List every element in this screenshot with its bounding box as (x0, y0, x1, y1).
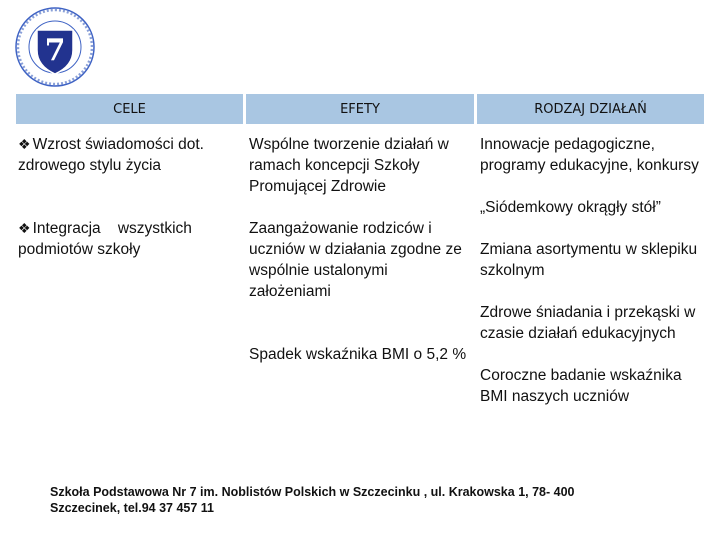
footer-line-2: Szczecinek, tel.94 37 457 11 (50, 501, 215, 515)
bullet-icon: ❖ (18, 220, 31, 236)
column-cele (18, 134, 244, 260)
goal-2: ❖ Integracja wszystkich podmiotów szkoły (18, 220, 192, 258)
footer-address (50, 484, 690, 516)
effect-3: Spadek wskaźnika BMI o 5,2 % (249, 346, 467, 363)
column-efekty (249, 134, 471, 365)
effect-1: Wspólne tworzenie działań w ramach koncepcji Szkoły Promującej Zdrowie (249, 136, 449, 195)
action-3: Zmiana asortymentu w sklepiku szkolnym (480, 241, 698, 279)
school-logo (14, 6, 96, 88)
footer-line-1: Szkoła Podstawowa Nr 7 im. Noblistów Polskich w Szczecinku , ul. Krakowska 1, 78- 400 (50, 485, 575, 499)
bullet-icon: ❖ (18, 136, 31, 152)
action-1: Innowacje pedagogiczne, programy edukacyjne, konkursy (480, 136, 699, 174)
header-efekty: EFETY (246, 94, 474, 124)
action-2: „Siódemkowy okrągły stół” (480, 199, 661, 216)
table-header (16, 94, 704, 124)
header-rodzaj: RODZAJ DZIAŁAŃ (477, 94, 704, 124)
action-4: Zdrowe śniadania i przekąski w czasie działań edukacyjnych (480, 304, 696, 342)
header-cele: CELE (16, 94, 243, 124)
action-5: Coroczne badanie wskaźnika BMI naszych uczniów (480, 367, 682, 405)
crest-numeral: 7 (44, 33, 66, 68)
goal-1: ❖ Wzrost świadomości dot. zdrowego stylu życia (18, 136, 204, 174)
effect-2: Zaangażowanie rodziców i uczniów w działania zgodne ze wspólnie ustalonymi założeniami (249, 220, 462, 300)
column-rodzaj (480, 134, 702, 407)
